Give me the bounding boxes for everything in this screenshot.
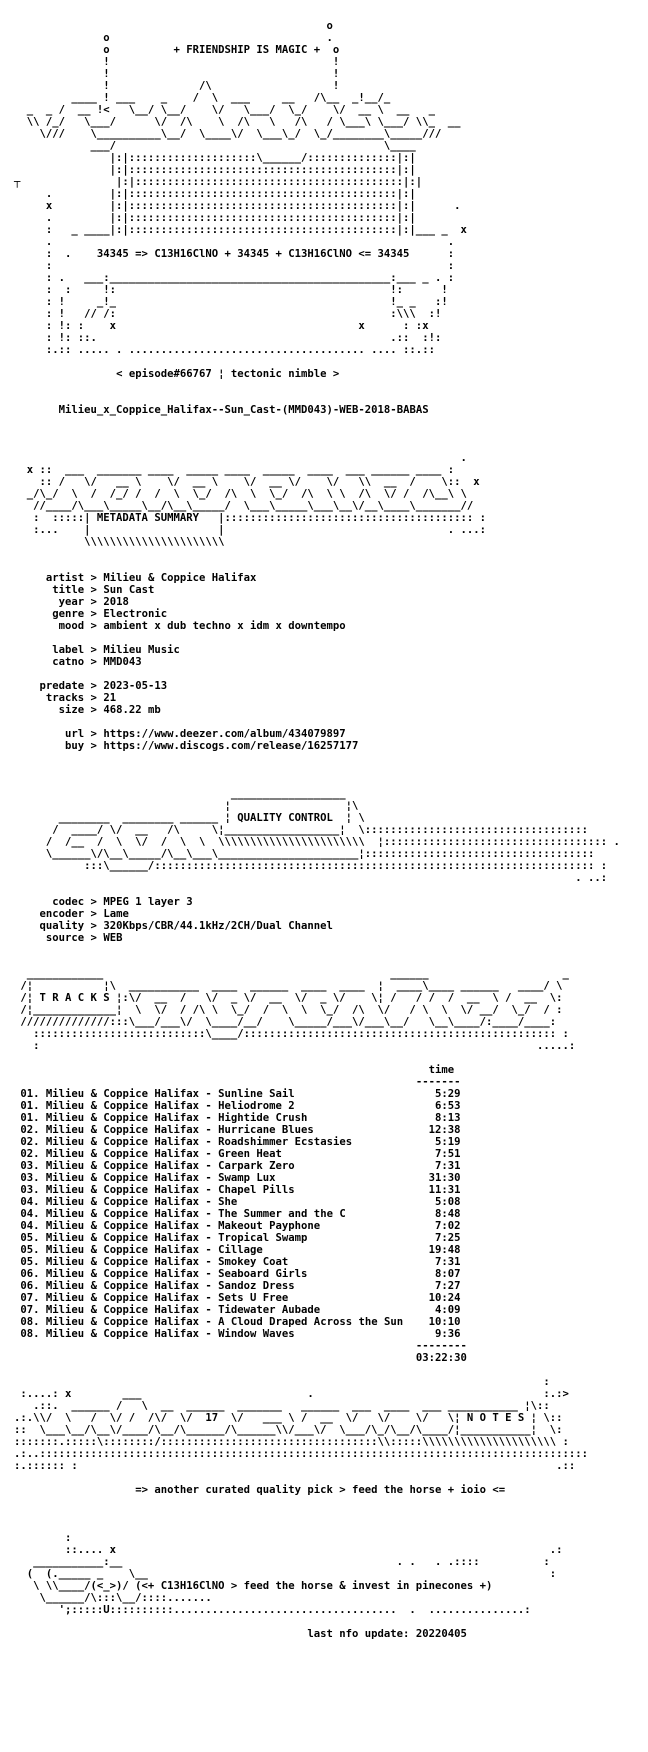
track-row: 05. Milieu & Coppice Halifax - Cillage 19:48	[20, 1244, 461, 1256]
track-padding	[307, 1268, 435, 1280]
tracks-art-line: /¦ T R A C K S ¦:\/ __ / \/ _ \/ __ \/ _ \/ \¦ / / / / __ \ / __ \:	[14, 992, 563, 1004]
metadata-art-line: : :::::| METADATA SUMMARY |::::::::::::::::::::::::::::::::::::::: :	[14, 512, 486, 524]
quality-art-line: / /__ / \ \/ / \ \ \\\\\\\\\\\\\\\\\\\\\\\ ¦::::::::::::::::::::::::::::::::::: .	[14, 836, 620, 848]
track-time: 12:38	[428, 1124, 461, 1136]
track-artist: Milieu & Coppice Halifax	[45, 1148, 199, 1160]
track-number: 04.	[20, 1208, 40, 1220]
tracklist-time-header: time	[428, 1064, 455, 1076]
track-padding	[320, 1304, 435, 1316]
track-artist: Milieu & Coppice Halifax	[45, 1292, 199, 1304]
track-number: 02.	[20, 1124, 40, 1136]
tracklist-time-rule: -------	[415, 1076, 461, 1088]
tracks-art-line: /¦_____________¦ \ \/ / /\ \ \_/ / \ \ \_/ /\ \/ / \ \ \/ __/ \_/ / :	[14, 1004, 563, 1016]
meta-catno: catno > MMD043	[52, 656, 142, 668]
meta-tracks: tracks > 21	[45, 692, 117, 704]
tracks-art-line: : .....:	[14, 1040, 576, 1052]
notes-section-ascii-art	[14, 1376, 648, 1472]
metadata-section-ascii-art	[14, 452, 648, 548]
header-ascii-art	[14, 20, 648, 356]
track-row: 03. Milieu & Coppice Halifax - Chapel Pills 11:31	[20, 1184, 461, 1196]
track-number: 05.	[20, 1232, 40, 1244]
tagline: => another curated quality pick > feed the horse + ioio <=	[135, 1484, 506, 1496]
header-art-line: o + FRIENDSHIP IS MAGIC + o	[14, 44, 340, 56]
notes-art-line: .:..::::::::::::::::::::::::::::::::::::::::::::::::::::::::::::::::::::::::::::::::::::::	[14, 1448, 589, 1460]
track-artist: Milieu & Coppice Halifax	[45, 1100, 199, 1112]
track-artist: Milieu & Coppice Halifax	[45, 1208, 199, 1220]
track-row: 03. Milieu & Coppice Halifax - Swamp Lux 31:30	[20, 1172, 461, 1184]
track-time: 10:10	[428, 1316, 461, 1328]
quality-encoder: encoder > Lame	[39, 908, 129, 920]
quality-source: source > WEB	[45, 932, 123, 944]
track-number: 01.	[20, 1112, 40, 1124]
track-number: 06.	[20, 1280, 40, 1292]
quality-art-line: :::\______/::::::::::::::::::::::::::::::::::::::::::::::::::::::::::::::::::::: :	[14, 860, 608, 872]
track-title: Sets U Free	[218, 1292, 289, 1304]
last-update: last nfo update: 20220405	[307, 1628, 467, 1640]
metadata-art-line: :: / \/ __ \ \/ __ \ \/ __ \/ \/ \\ __ / \:: x	[14, 476, 480, 488]
header-art-line: ___/ \____	[14, 140, 416, 152]
quality-art-line: \______\/\__\_____/\__\___\______________________¦::::::::::::::::::::::::::::::::::::	[14, 848, 595, 860]
track-number: 02.	[20, 1148, 40, 1160]
track-title: Seaboard Girls	[218, 1268, 308, 1280]
track-time: 7:02	[435, 1220, 461, 1232]
track-artist: Milieu & Coppice Halifax	[45, 1160, 199, 1172]
meta-title: title > Sun Cast	[52, 584, 155, 596]
quality-art-line: . ..:	[14, 872, 608, 884]
track-artist: Milieu & Coppice Halifax	[45, 1268, 199, 1280]
discogs-link[interactable]: https://www.discogs.com/release/16257177	[103, 740, 359, 752]
track-time: 8:07	[435, 1268, 461, 1280]
tracks-art-line: //////////////:::\___/___\/ \____/__/ \_____/___\/___\__/ \__\____/:____/____:	[14, 1016, 557, 1028]
track-time: 8:13	[435, 1112, 461, 1124]
track-row: 06. Milieu & Coppice Halifax - Sandoz Dress 7:27	[20, 1280, 461, 1292]
meta-buy: buy > https://www.discogs.com/release/16257177	[65, 740, 359, 752]
track-artist: Milieu & Coppice Halifax	[45, 1088, 199, 1100]
episode-line: < episode#66767 ¦ tectonic nimble >	[116, 368, 340, 380]
track-padding	[288, 1292, 428, 1304]
track-artist: Milieu & Coppice Halifax	[45, 1328, 199, 1340]
header-art-line: o .	[14, 32, 333, 44]
track-padding	[320, 1220, 435, 1232]
track-title: Smokey Coat	[218, 1256, 289, 1268]
track-padding	[282, 1148, 435, 1160]
track-number: 04.	[20, 1220, 40, 1232]
track-time: 8:48	[435, 1208, 461, 1220]
track-artist: Milieu & Coppice Halifax	[45, 1316, 199, 1328]
track-row: 02. Milieu & Coppice Halifax - Green Heat 7:51	[20, 1148, 461, 1160]
track-padding	[314, 1124, 429, 1136]
header-art-line: ! /\ !	[14, 80, 340, 92]
track-row: 03. Milieu & Coppice Halifax - Carpark Zero 7:31	[20, 1160, 461, 1172]
track-artist: Milieu & Coppice Halifax	[45, 1232, 199, 1244]
header-art-line: : ! _!_ !_ _ :!	[14, 296, 448, 308]
header-art-line: ! !	[14, 56, 340, 68]
track-time: 7:25	[435, 1232, 461, 1244]
quality-art-line: / ____/ \/ __ /\ \¦__________________¦ \:::::::::::::::::::::::::::::::::::	[14, 824, 589, 836]
track-number: 08.	[20, 1328, 40, 1340]
track-time: 5:08	[435, 1196, 461, 1208]
header-art-line: : . 34345 => C13H16ClNO + 34345 + C13H16ClNO <= 34345 :	[14, 248, 455, 260]
track-title: Cillage	[218, 1244, 263, 1256]
track-row: 06. Milieu & Coppice Halifax - Seaboard Girls 8:07	[20, 1268, 461, 1280]
notes-art-line: :: \___\__/\__\/____/\__/\______/\______\\/___\/ \___/\_/\__/\____/¦___________¦ \:	[14, 1424, 563, 1436]
track-time: 4:09	[435, 1304, 461, 1316]
track-title: Window Waves	[218, 1328, 295, 1340]
track-padding	[295, 1160, 435, 1172]
track-padding	[307, 1112, 435, 1124]
track-title: The Summer and the C	[218, 1208, 346, 1220]
track-title: A Cloud Draped Across the Sun	[218, 1316, 404, 1328]
track-row: 04. Milieu & Coppice Halifax - The Summer and the C 8:48	[20, 1208, 461, 1220]
notes-art-line: .:.\\/ \ / \/ / /\/ \/ 17 \/ ___ \ / __ \/ \/ \/ \¦ N O T E S ¦ \::	[14, 1412, 563, 1424]
track-number: 01.	[20, 1088, 40, 1100]
meta-year: year > 2018	[58, 596, 129, 608]
track-row: 05. Milieu & Coppice Halifax - Tropical Swamp 7:25	[20, 1232, 461, 1244]
footer-art-line: ';:::::U::::::::::................................... . ...............:	[14, 1604, 531, 1616]
header-art-line: x |:|::::::::::::::::::::::::::::::::::::::::::|:| .	[14, 200, 461, 212]
track-row: 07. Milieu & Coppice Halifax - Tidewater Aubade 4:09	[20, 1304, 461, 1316]
track-padding	[307, 1232, 435, 1244]
footer-art-line: :	[14, 1532, 72, 1544]
track-artist: Milieu & Coppice Halifax	[45, 1112, 199, 1124]
track-title: Carpark Zero	[218, 1160, 295, 1172]
track-row: 01. Milieu & Coppice Halifax - Heliodrome 2 6:53	[20, 1100, 461, 1112]
track-time: 9:36	[435, 1328, 461, 1340]
quality-quality: quality > 320Kbps/CBR/44.1kHz/2CH/Dual Channel	[39, 920, 333, 932]
notes-art-line: :	[14, 1376, 550, 1388]
track-number: 03.	[20, 1160, 40, 1172]
tracklist-total-rule: --------	[415, 1340, 467, 1352]
track-title: Heliodrome 2	[218, 1100, 295, 1112]
track-padding	[403, 1316, 429, 1328]
metadata-art-line: //____/\___\_____\__/\__\_____/ \___\_____\___\__\/__\____\_______//	[14, 500, 474, 512]
notes-art-line: .::. ______ / \ __ ______ _______ ______ ___ ____ ___ ___________ ¦\::	[14, 1400, 550, 1412]
track-row: 05. Milieu & Coppice Halifax - Smokey Coat 7:31	[20, 1256, 461, 1268]
track-number: 01.	[20, 1100, 40, 1112]
quality-art-line: ¦ ¦\	[14, 800, 359, 812]
track-number: 08.	[20, 1316, 40, 1328]
quality-section-ascii-art	[14, 788, 648, 884]
track-time: 7:31	[435, 1160, 461, 1172]
track-number: 04.	[20, 1196, 40, 1208]
track-title: Tropical Swamp	[218, 1232, 308, 1244]
track-number: 05.	[20, 1256, 40, 1268]
track-title: Sandoz Dress	[218, 1280, 295, 1292]
track-time: 31:30	[428, 1172, 461, 1184]
track-padding	[295, 1088, 435, 1100]
track-title: Green Heat	[218, 1148, 282, 1160]
track-title: Chapel Pills	[218, 1184, 295, 1196]
tracklist-total: 03:22:30	[415, 1352, 467, 1364]
track-artist: Milieu & Coppice Halifax	[45, 1124, 199, 1136]
tracklist	[14, 1088, 648, 1340]
footer-art-line: ::.... x .:	[14, 1544, 563, 1556]
track-time: 5:19	[435, 1136, 461, 1148]
header-art-line: |:|::::::::::::::::::::::::::::::::::::::::::|:|	[14, 164, 416, 176]
track-title: She	[218, 1196, 238, 1208]
header-art-line: ! !	[14, 68, 340, 80]
header-art-line: : !: ::. .:: :!:	[14, 332, 442, 344]
track-row: 01. Milieu & Coppice Halifax - Sunline Sail 5:29	[20, 1088, 461, 1100]
track-time: 5:29	[435, 1088, 461, 1100]
track-number: 07.	[20, 1304, 40, 1316]
tracks-art-line: /¦ ¦\ ___________ ____ ______ ____ ____ ¦ ____\____ ______ ____/ \	[14, 980, 563, 992]
header-art-line: : ! // /: :\\\ :!	[14, 308, 442, 320]
track-number: 02.	[20, 1136, 40, 1148]
header-art-line: : :	[14, 260, 455, 272]
meta-predate: predate > 2023-05-13	[39, 680, 168, 692]
track-title: Hightide Crush	[218, 1112, 308, 1124]
meta-label: label > Milieu Music	[52, 644, 180, 656]
notes-art-line: :....: x ___ . :.:>	[14, 1388, 569, 1400]
metadata-art-line: .	[14, 452, 467, 464]
release-name: Milieu_x_Coppice_Halifax--Sun_Cast-(MMD043)-WEB-2018-BABAS	[58, 404, 429, 416]
notes-art-line: :::::::.:::::\::::::::/::::::::::::::::::::::::::::::::::\\:::::\\\\\\\\\\\\\\\\\\\\\ :	[14, 1436, 569, 1448]
track-title: Tidewater Aubade	[218, 1304, 321, 1316]
track-padding	[288, 1256, 435, 1268]
header-art-line: ____ ! ___ _ / \ ___ __ /\__ _!__/_	[14, 92, 391, 104]
track-artist: Milieu & Coppice Halifax	[45, 1220, 199, 1232]
header-art-line: \\ /_/ \___/ \/ /\ \ /\ \ /\ / \___\ \___/ \\_ __	[14, 116, 461, 128]
track-time: 7:27	[435, 1280, 461, 1292]
track-artist: Milieu & Coppice Halifax	[45, 1196, 199, 1208]
metadata-art-line: x :: ___ _______ ____ _____ ____ _____ ____ ___ ______ ____ :	[14, 464, 455, 476]
tracks-section-ascii-art	[14, 968, 648, 1052]
quality-art-line: __________________	[14, 788, 346, 800]
track-row: 07. Milieu & Coppice Halifax - Sets U Free 10:24	[20, 1292, 461, 1304]
meta-mood: mood > ambient x dub techno x idm x downtempo	[58, 620, 346, 632]
header-art-line: : !: : x x : :x	[14, 320, 429, 332]
track-padding	[237, 1196, 435, 1208]
metadata-art-line: _/\_/ \ / /_/ / / \ \_/ /\ \ \_/ /\ \ \ /\ \/ / /\__\ \	[14, 488, 467, 500]
meta-genre: genre > Electronic	[52, 608, 168, 620]
footer-art-line: ___________:__ . . . .:::: :	[14, 1556, 550, 1568]
track-time: 6:53	[435, 1100, 461, 1112]
header-art-line: \/// \__________\__/ \____\/ \___\_/ \_/________\_____///	[14, 128, 455, 140]
metadata-art-line: :... | | . ...:	[14, 524, 486, 536]
track-artist: Milieu & Coppice Halifax	[45, 1304, 199, 1316]
footer-art-line: ( (._____ _ \__ :	[14, 1568, 557, 1580]
track-artist: Milieu & Coppice Halifax	[45, 1244, 199, 1256]
track-time: 7:31	[435, 1256, 461, 1268]
track-number: 05.	[20, 1244, 40, 1256]
track-number: 03.	[20, 1184, 40, 1196]
footer-art-line: \______/\:::\__/::::.......	[14, 1592, 212, 1604]
header-art-line: : : !: !: !	[14, 284, 448, 296]
deezer-link[interactable]: https://www.deezer.com/album/434079897	[103, 728, 346, 740]
meta-size: size > 468.22 mb	[58, 704, 161, 716]
track-padding	[352, 1136, 435, 1148]
tracks-art-line: ____________ ______ _	[14, 968, 569, 980]
track-number: 03.	[20, 1172, 40, 1184]
header-art-line: . .	[14, 236, 455, 248]
track-artist: Milieu & Coppice Halifax	[45, 1184, 199, 1196]
track-title: Hurricane Blues	[218, 1124, 314, 1136]
track-artist: Milieu & Coppice Halifax	[45, 1256, 199, 1268]
header-art-line: _ _ / __ !< \__/ \__/ \/ \___/ \_/ \/ __ \ __ _	[14, 104, 435, 116]
track-artist: Milieu & Coppice Halifax	[45, 1136, 199, 1148]
header-art-line: . |:|::::::::::::::::::::::::::::::::::::::::::|:|	[14, 212, 416, 224]
footer-art-line: \ \\____/(<_>)/ (<+ C13H16ClNO > feed the horse & invest in pinecones +)	[14, 1580, 493, 1592]
header-art-line: : . ___:____________________________________________:___ _ . :	[14, 272, 455, 284]
header-art-line: : _ ____|:|::::::::::::::::::::::::::::::::::::::::::|:|___ _ x	[14, 224, 467, 236]
track-row: 02. Milieu & Coppice Halifax - Roadshimmer Ecstasies 5:19	[20, 1136, 461, 1148]
header-art-line: ┬ |:|::::::::::::::::::::::::::::::::::::::::::|:|	[14, 176, 423, 188]
track-artist: Milieu & Coppice Halifax	[45, 1172, 199, 1184]
quality-art-line: ________ ________ ______ ¦ QUALITY CONTROL ¦ \	[14, 812, 365, 824]
track-padding	[295, 1328, 435, 1340]
tracks-art-line: :::::::::::::::::::::::::::\____/::::::::::::::::::::::::::::::::::::::::::::::::: :	[14, 1028, 569, 1040]
meta-artist: artist > Milieu & Coppice Halifax	[45, 572, 257, 584]
track-row: 08. Milieu & Coppice Halifax - Window Waves 9:36	[20, 1328, 461, 1340]
track-time: 19:48	[428, 1244, 461, 1256]
track-title: Swamp Lux	[218, 1172, 276, 1184]
footer-ascii-art	[14, 1532, 648, 1616]
header-art-line: . |:|::::::::::::::::::::::::::::::::::::::::::|:|	[14, 188, 416, 200]
notes-art-line: :.:::::: : .::	[14, 1460, 576, 1472]
track-time: 7:51	[435, 1148, 461, 1160]
track-padding	[263, 1244, 429, 1256]
header-art-line: |:|::::::::::::::::::::\______/::::::::::::::|:|	[14, 152, 416, 164]
track-title: Roadshimmer Ecstasies	[218, 1136, 353, 1148]
track-row: 01. Milieu & Coppice Halifax - Hightide Crush 8:13	[20, 1112, 461, 1124]
metadata-art-line: \\\\\\\\\\\\\\\\\\\\\\	[14, 536, 225, 548]
track-row: 08. Milieu & Coppice Halifax - A Cloud Draped Across the Sun 10:10	[20, 1316, 461, 1328]
track-title: Makeout Payphone	[218, 1220, 321, 1232]
track-padding	[295, 1100, 435, 1112]
track-row: 04. Milieu & Coppice Halifax - She 5:08	[20, 1196, 461, 1208]
track-number: 07.	[20, 1292, 40, 1304]
track-padding	[295, 1280, 435, 1292]
quality-codec: codec > MPEG 1 layer 3	[52, 896, 193, 908]
track-row: 02. Milieu & Coppice Halifax - Hurricane Blues 12:38	[20, 1124, 461, 1136]
track-row: 04. Milieu & Coppice Halifax - Makeout Payphone 7:02	[20, 1220, 461, 1232]
track-padding	[276, 1172, 429, 1184]
track-padding	[295, 1184, 429, 1196]
meta-url: url > https://www.deezer.com/album/434079897	[65, 728, 346, 740]
track-artist: Milieu & Coppice Halifax	[45, 1280, 199, 1292]
track-number: 06.	[20, 1268, 40, 1280]
track-title: Sunline Sail	[218, 1088, 295, 1100]
track-time: 11:31	[428, 1184, 461, 1196]
track-padding	[346, 1208, 435, 1220]
header-art-line: o	[14, 20, 333, 32]
track-time: 10:24	[428, 1292, 461, 1304]
header-art-line: :.:: ..... . ..................................... .... ::.::	[14, 344, 435, 356]
